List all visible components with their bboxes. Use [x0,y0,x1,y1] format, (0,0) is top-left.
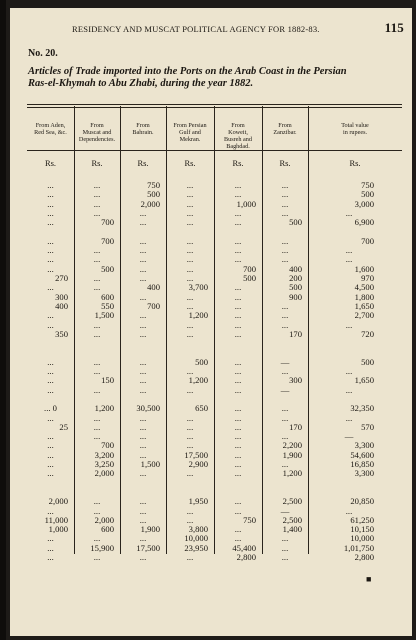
table-cell: ... [93,328,101,339]
table-cell: ... [345,412,353,423]
table-cell: ... [47,468,54,479]
table-cell: ... [281,542,289,553]
table-cell: 61,250 [350,514,374,525]
table-cell: ... [281,300,289,311]
table-cell: ... [139,217,147,228]
table-cell: ... [93,198,101,209]
table-cell: 3,200 [94,449,114,460]
table-cell: 3,300 [354,468,374,479]
table-cell: 150 [101,375,114,386]
table-cell: ... [186,180,194,190]
table-cell: ... [93,273,101,283]
table-cell: 2,000 [94,468,114,479]
table-cell: ... [139,366,147,376]
table-cell: 3,800 [188,524,208,535]
table-cell: ... [47,449,54,460]
table-cell: 400 [147,282,160,293]
table-cell: ... [139,207,147,218]
table-cell: 45,400 [232,542,256,553]
table-cell: ... [139,468,147,479]
table-cell: ... [186,468,194,479]
table-cell: ... [234,189,242,200]
column-header-line: Dependencies. [78,136,116,143]
table-cell: ... [234,431,242,442]
column-header-line: Muscat and [82,129,112,136]
column-header [74,122,120,143]
table-cell: — [280,505,290,516]
column-header-line: Bahrain. [132,129,154,136]
table-cell: 750 [361,180,374,190]
unit-label: Rs. [184,158,196,168]
table-cell: ... [186,366,194,376]
table-cell: ... [93,245,101,256]
table-cell: ... [139,319,147,330]
table-cell: 1,000 [236,198,256,209]
table-cell: ... [47,198,54,209]
table-cell: 4,500 [354,282,374,293]
table-cell: ... [234,319,242,330]
table-cell: 10,150 [350,524,374,535]
column-header-line: From [90,122,104,129]
table-cell: ... [281,459,289,469]
table-cell: ... [345,319,353,330]
table-cell: ... [139,375,147,386]
unit-label: Rs. [44,158,57,168]
table-cell: ... 0 [44,403,57,414]
table-cell: 3,250 [94,459,114,469]
table-cell: ... [234,533,242,544]
table-cell: ... [345,384,353,395]
table-cell: ... [93,412,101,423]
table-cell: ... [47,180,54,190]
table-number: No. 20. [28,48,58,59]
table-cell: ... [281,552,289,562]
table-cell: ... [281,180,289,190]
table-cell: ... [93,254,101,265]
table-cell: 400 [55,300,68,311]
table-cell: ... [47,282,54,293]
table-cell: ... [93,319,101,330]
table-cell: 2,000 [48,496,68,507]
table-cell: ... [139,496,147,507]
table-cell: 6,900 [354,217,374,228]
column-header-line: Koweit, [228,129,248,136]
table-cell: ... [93,384,101,395]
table-cell: 2,900 [188,459,208,469]
column-header [262,122,308,136]
table-caption [28,66,398,90]
table-cell: ... [139,235,147,246]
table-cell: ... [139,449,147,460]
table-cell: 2,000 [94,514,114,525]
table-cell: ... [93,431,101,442]
table-cell: ... [234,421,242,432]
table-cell: 1,200 [282,468,302,479]
table-cell: — [344,431,354,442]
table-cell: 700 [243,263,256,274]
table-cell: ... [93,552,101,562]
table-cell: 1,500 [94,310,114,321]
column-header-line: Total value [341,122,369,129]
table-cell: ... [47,552,54,562]
table-cell: ... [281,198,289,209]
table-cell: ... [47,375,54,386]
table-cell: 500 [101,263,114,274]
table-cell: 500 [289,282,302,293]
table-cell: ... [47,431,54,442]
table-cell: 700 [101,440,114,451]
unit-label: Rs. [137,158,149,168]
table-cell: ... [234,375,242,386]
table-cell: ... [281,403,289,414]
table-cell: — [280,356,290,367]
table-cell: ... [234,291,242,302]
table-cell: 3,700 [188,282,208,293]
table-cell: 500 [147,189,160,200]
table-cell: ... [47,319,54,330]
page-number: 115 [384,20,404,35]
table-cell: ... [47,245,54,256]
table-cell: ... [47,533,54,544]
table-cell: ... [186,263,194,274]
table-cell: ... [93,366,101,376]
unit-label: Rs. [91,158,103,168]
table-cell: 2,800 [354,552,374,562]
table-cell: ... [234,459,242,469]
column-header [308,122,402,136]
table-cell: 30,500 [136,403,160,414]
table-cell: ... [234,282,242,293]
table-cell: ... [281,189,289,200]
column-header-line: Zanzibar. [273,129,297,136]
table-cell: 17,500 [136,542,160,553]
top-rule [27,104,402,105]
table-cell: 1,200 [94,403,114,414]
table-cell: 2,500 [282,514,302,525]
table-cell: ... [281,319,289,330]
table-cell: ... [281,245,289,256]
table-cell: 700 [361,235,374,246]
end-mark: ■ [366,574,372,584]
table-cell: ... [47,459,54,469]
table-cell: 750 [243,514,256,525]
table-cell: 1,900 [282,449,302,460]
table-cell: 10,000 [184,533,208,544]
table-cell: ... [47,542,54,553]
table-cell: 1,01,750 [343,542,374,553]
table-cell: ... [345,254,353,265]
table-cell: ... [47,366,54,376]
table-cell: ... [139,245,147,256]
table-cell: 1,000 [48,524,68,535]
table-cell: ... [345,505,353,516]
table-cell: 3,300 [354,440,374,451]
table-cell: ... [93,421,101,432]
table-cell: ... [186,328,194,339]
table-cell: ... [234,300,242,311]
table-cell: ... [281,431,289,442]
table-cell: ... [281,235,289,246]
column-header-line: From Aden, [35,122,66,129]
table-cell: ... [234,235,242,246]
table-cell: ... [186,514,194,525]
table-cell: 300 [289,375,302,386]
table-cell: ... [234,310,242,321]
column-header-line: From Persian [173,122,207,129]
table-cell: ... [234,496,242,507]
table-cell: ... [93,180,101,190]
table-cell: ... [186,273,194,283]
table-cell: 500 [361,356,374,367]
table-cell: ... [234,217,242,228]
column-header-line: From [278,122,292,129]
column-header-line: in rupees. [342,129,368,136]
table-cell: 500 [289,217,302,228]
table-cell: ... [139,310,147,321]
table-cell: 170 [289,328,302,339]
unit-label: Rs. [232,158,244,168]
table-cell: 1,900 [140,524,160,535]
table-cell: 170 [289,421,302,432]
table-cell: ... [93,356,101,367]
table-cell: ... [234,366,242,376]
column-header-line: Gulf and [179,129,201,136]
table-cell: ... [139,263,147,274]
table-cell: 650 [195,403,208,414]
table-cell: ... [281,366,289,376]
table-cell: ... [186,189,194,200]
table-cell: 1,600 [354,263,374,274]
table-cell: ... [345,207,353,218]
table-cell: ... [139,421,147,432]
table-cell: ... [47,440,54,451]
table-cell: 1,800 [354,291,374,302]
table-cell: 2,500 [282,496,302,507]
document-page [10,8,412,636]
table-cell: ... [93,282,101,293]
table-cell: ... [345,245,353,256]
table-cell: ... [139,514,147,525]
table-cell: 54,600 [350,449,374,460]
table-cell: ... [186,384,194,395]
table-cell: ... [47,189,54,200]
unit-label: Rs. [279,158,291,168]
table-cell: 720 [361,328,374,339]
table-cell: 1,200 [188,375,208,386]
unit-label: Rs. [349,158,361,168]
table-cell: ... [281,533,289,544]
column-header-line: From [231,122,245,129]
table-cell: ... [186,440,194,451]
table-cell: 15,900 [90,542,114,553]
table-cell: 17,500 [184,449,208,460]
table-cell: ... [186,319,194,330]
table-cell: ... [186,412,194,423]
table-cell: 1,650 [354,375,374,386]
table-cell: ... [281,254,289,265]
table-cell: ... [139,291,147,302]
table-cell: 1,400 [282,524,302,535]
table-cell: ... [186,198,194,209]
table-cell: 700 [101,235,114,246]
table-cell: ... [234,207,242,218]
table-cell: ... [47,310,54,321]
table-cell: ... [186,552,194,562]
table-cell: 23,950 [184,542,208,553]
table-cell: ... [234,403,242,414]
table-cell: 970 [361,273,374,283]
table-cell: ... [186,235,194,246]
table-cell: 400 [289,263,302,274]
column-header-line: Red Sea, &c. [34,129,67,136]
table-cell: ... [47,412,54,423]
table-cell: ... [186,300,194,311]
table-cell: ... [234,468,242,479]
table-cell: 16,850 [350,459,374,469]
table-cell: 11,000 [44,514,68,525]
table-cell: ... [234,412,242,423]
table-cell: ... [47,254,54,265]
table-cell: 2,200 [282,440,302,451]
table-cell: 570 [361,421,374,432]
table-cell: ... [139,384,147,395]
table-cell: 600 [101,524,114,535]
table-cell: ... [186,431,194,442]
table-cell: ... [47,384,54,395]
header-title: RESIDENCY AND MUSCAT POLITICAL AGENCY FOR 1882-83. [72,24,320,34]
table-cell: ... [234,254,242,265]
table-cell: ... [139,412,147,423]
table-cell: ... [139,440,147,451]
book-spine-shadow [0,0,6,640]
table-cell: 25 [59,421,68,432]
table-cell: ... [186,505,194,516]
table-cell: ... [139,431,147,442]
table-cell: 900 [289,291,302,302]
table-cell: ... [234,440,242,451]
column-header [166,122,214,143]
table-cell: ... [47,217,54,228]
table-cell: 1,950 [188,496,208,507]
table-cell: 700 [101,217,114,228]
table-cell: 1,650 [354,300,374,311]
table-cell: 700 [147,300,160,311]
table-cell: ... [281,310,289,321]
table-cell: ... [234,356,242,367]
column-header-line: From [136,122,150,129]
table-cell: ... [93,207,101,218]
table-cell: ... [186,254,194,265]
table-cell: ... [93,496,101,507]
column-header [27,122,74,136]
table-cell: ... [139,254,147,265]
table-cell: 270 [55,273,68,283]
table-cell: 750 [147,180,160,190]
table-cell: ... [93,189,101,200]
table-cell: 3,000 [354,198,374,209]
table-cell: 500 [243,273,256,283]
table-cell: 300 [55,291,68,302]
table-cell: 2,700 [354,310,374,321]
table-cell: ... [47,235,54,246]
table-cell: ... [186,245,194,256]
table-cell: ... [234,524,242,535]
table-cell: 2,800 [236,552,256,562]
table-cell: ... [47,207,54,218]
table-cell: ... [139,273,147,283]
table-cell: 20,850 [350,496,374,507]
caption-line-1: Articles of Trade imported into the Ports on the Arab Coast in the Persian [28,66,347,77]
table-cell: ... [281,207,289,218]
table-cell: 10,000 [350,533,374,544]
table-cell: ... [345,366,353,376]
table-cell: ... [139,505,147,516]
table-cell: 32,350 [350,403,374,414]
table-cell: ... [234,384,242,395]
table-cell: — [280,384,290,395]
table-cell: ... [93,533,101,544]
caption-line-2: Ras-el-Khymah to Abu Zhabi, during the year 1882. [28,78,254,89]
table-cell: ... [47,356,54,367]
table-cell: ... [139,552,147,562]
table-cell: ... [234,180,242,190]
table-cell: 1,200 [188,310,208,321]
table-cell: ... [47,263,54,274]
table-cell: ... [186,291,194,302]
table-cell: ... [186,217,194,228]
column-header [214,122,262,150]
table-cell: 350 [55,328,68,339]
table-cell: 1,500 [140,459,160,469]
table-cell: ... [234,505,242,516]
table-cell: 500 [361,189,374,200]
table-cell: ... [234,245,242,256]
table-cell: ... [139,533,147,544]
table-cell: ... [281,412,289,423]
table-cell: 500 [195,356,208,367]
table-cell: ... [93,505,101,516]
table-cell: 200 [289,273,302,283]
column-header-line: Busreh and Baghdad. [223,136,252,150]
table-cell: ... [234,449,242,460]
column-header [120,122,166,136]
table-cell: 600 [101,291,114,302]
table-cell: ... [139,328,147,339]
table-cell: ... [139,356,147,367]
table-cell: ... [234,328,242,339]
table-cell: 550 [101,300,114,311]
column-header-line: Mekran. [179,136,201,143]
table-cell: 2,000 [140,198,160,209]
table-cell: ... [186,421,194,432]
table-cell: ... [186,207,194,218]
table-cell: ... [47,505,54,516]
